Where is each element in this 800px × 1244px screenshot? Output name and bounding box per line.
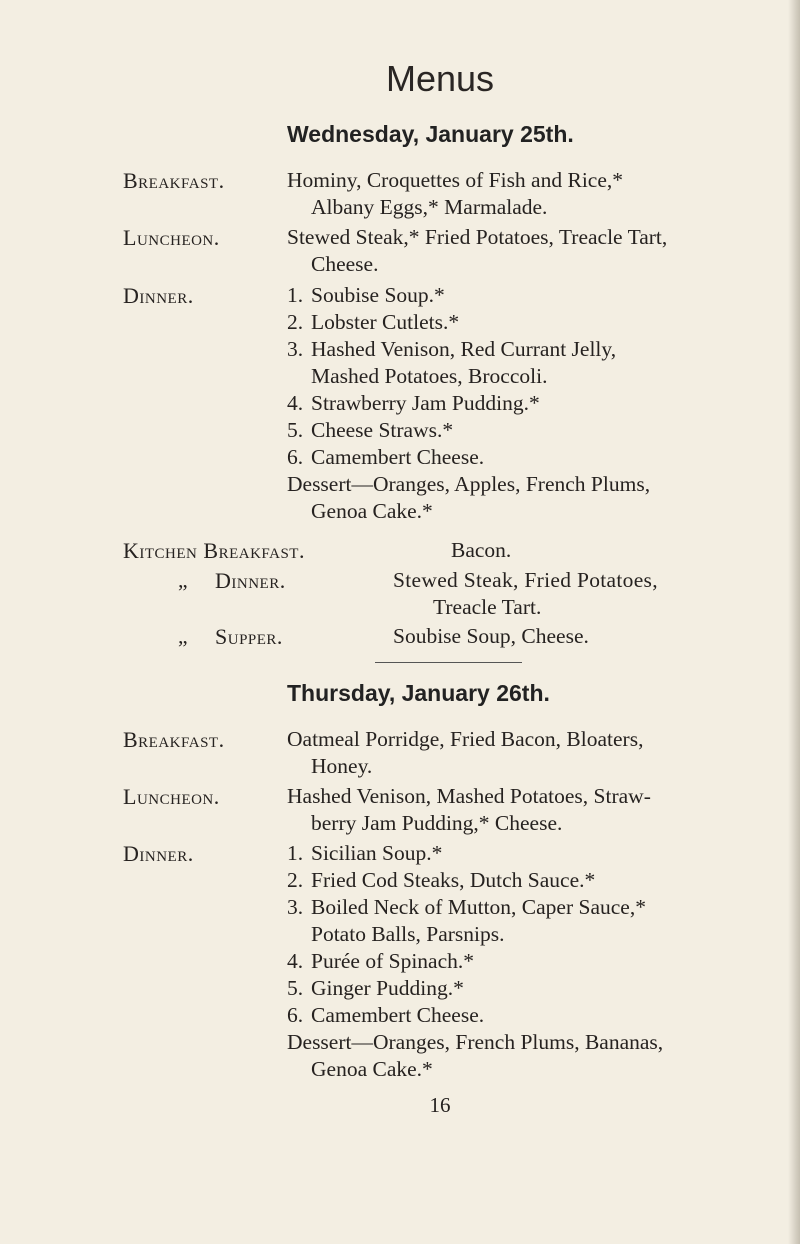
dessert-item: [287, 471, 792, 525]
meal-line: Albany Eggs,* Marmalade.: [311, 195, 548, 219]
meal-text: [287, 783, 792, 837]
kitchen-label: [123, 537, 305, 564]
ditto-mark: „: [178, 568, 188, 592]
course-item: [287, 948, 792, 975]
course-line: Mashed Potatoes, Broccoli.: [311, 364, 548, 388]
meal-label: Breakfast.: [123, 168, 225, 193]
course-line: Ginger Pudding.*: [311, 976, 464, 1000]
course-item: [287, 840, 792, 867]
course-item: [287, 1002, 792, 1029]
dinner-courses: [287, 282, 792, 525]
course-line: Camembert Cheese.: [311, 445, 485, 469]
course-number: 5.: [287, 976, 304, 1000]
course-line: Boiled Neck of Mutton, Caper Sauce,*: [311, 895, 646, 919]
dessert-item: [287, 1029, 792, 1083]
course-item: [287, 336, 792, 390]
course-number: 2.: [287, 868, 304, 892]
meal-label: Luncheon.: [123, 225, 220, 250]
dessert-line: Genoa Cake.*: [311, 1057, 433, 1081]
kitchen-breakfast-text: Bacon.: [451, 538, 512, 562]
course-number: 2.: [287, 310, 304, 334]
course-item: [287, 309, 792, 336]
kitchen-dinner-text: [393, 567, 793, 621]
kitchen-breakfast-label: Breakfast.: [203, 538, 305, 563]
course-item: [287, 867, 792, 894]
meal-text: [287, 726, 792, 780]
course-number: 4.: [287, 391, 304, 415]
course-item: [287, 390, 792, 417]
course-line: Strawberry Jam Pudding.*: [311, 391, 540, 415]
meal-label: Luncheon.: [123, 784, 220, 809]
kitchen-word: Kitchen: [123, 538, 198, 563]
course-line: Camembert Cheese.: [311, 1003, 485, 1027]
course-item: [287, 282, 792, 309]
meal-line: Oatmeal Porridge, Fried Bacon, Bloaters,: [287, 727, 644, 751]
course-number: 3.: [287, 337, 304, 361]
meal-label: Dinner.: [123, 841, 194, 866]
course-number: 6.: [287, 445, 304, 469]
dessert-line: Genoa Cake.*: [311, 499, 433, 523]
course-number: 5.: [287, 418, 304, 442]
course-number: 4.: [287, 949, 304, 973]
course-line: Soubise Soup.*: [311, 283, 445, 307]
meal-label: Breakfast.: [123, 727, 225, 752]
course-line: Hashed Venison, Red Currant Jelly,: [311, 337, 617, 361]
meal-line: Stewed Steak,* Fried Potatoes, Treacle Tart,: [287, 225, 668, 249]
course-number: 3.: [287, 895, 304, 919]
course-line: Cheese Straws.*: [311, 418, 454, 442]
course-item: [287, 417, 792, 444]
dessert-line: Dessert—Oranges, Apples, French Plums,: [287, 472, 651, 496]
kitchen-dinner-line: Treacle Tart.: [433, 595, 542, 619]
page-title: Menus: [385, 58, 495, 99]
section-divider: [375, 662, 522, 663]
meal-label: Dinner.: [123, 283, 194, 308]
kitchen-dinner-line: Stewed Steak, Fried Potatoes,: [393, 568, 658, 592]
page-number: 16: [429, 1093, 451, 1117]
meal-text: [287, 167, 792, 221]
course-line: Potato Balls, Parsnips.: [311, 922, 505, 946]
day-heading-thursday: Thursday, January 26th.: [287, 680, 550, 706]
kitchen-supper-text: Soubise Soup, Cheese.: [393, 624, 589, 648]
course-line: Fried Cod Steaks, Dutch Sauce.*: [311, 868, 596, 892]
dessert-line: Dessert—Oranges, French Plums, Bananas,: [287, 1030, 664, 1054]
kitchen-dinner-label: Dinner.: [215, 568, 286, 593]
course-line: Purée of Spinach.*: [311, 949, 475, 973]
course-item: [287, 975, 792, 1002]
dinner-courses: [287, 840, 792, 1083]
course-item: [287, 894, 792, 948]
kitchen-supper-label: Supper.: [215, 624, 283, 649]
meal-line: Cheese.: [311, 252, 379, 276]
course-line: Sicilian Soup.*: [311, 841, 443, 865]
meal-line: Hashed Venison, Mashed Potatoes, Straw-: [287, 784, 651, 808]
course-number: 6.: [287, 1003, 304, 1027]
course-item: [287, 444, 792, 471]
course-line: Lobster Cutlets.*: [311, 310, 460, 334]
meal-line: Hominy, Croquettes of Fish and Rice,*: [287, 168, 624, 192]
meal-line: Honey.: [311, 754, 373, 778]
course-number: 1.: [287, 283, 304, 307]
meal-line: berry Jam Pudding,* Cheese.: [311, 811, 563, 835]
meal-text: [287, 224, 792, 278]
ditto-mark: „: [178, 624, 188, 648]
course-number: 1.: [287, 841, 304, 865]
day-heading-wednesday: Wednesday, January 25th.: [287, 121, 574, 147]
